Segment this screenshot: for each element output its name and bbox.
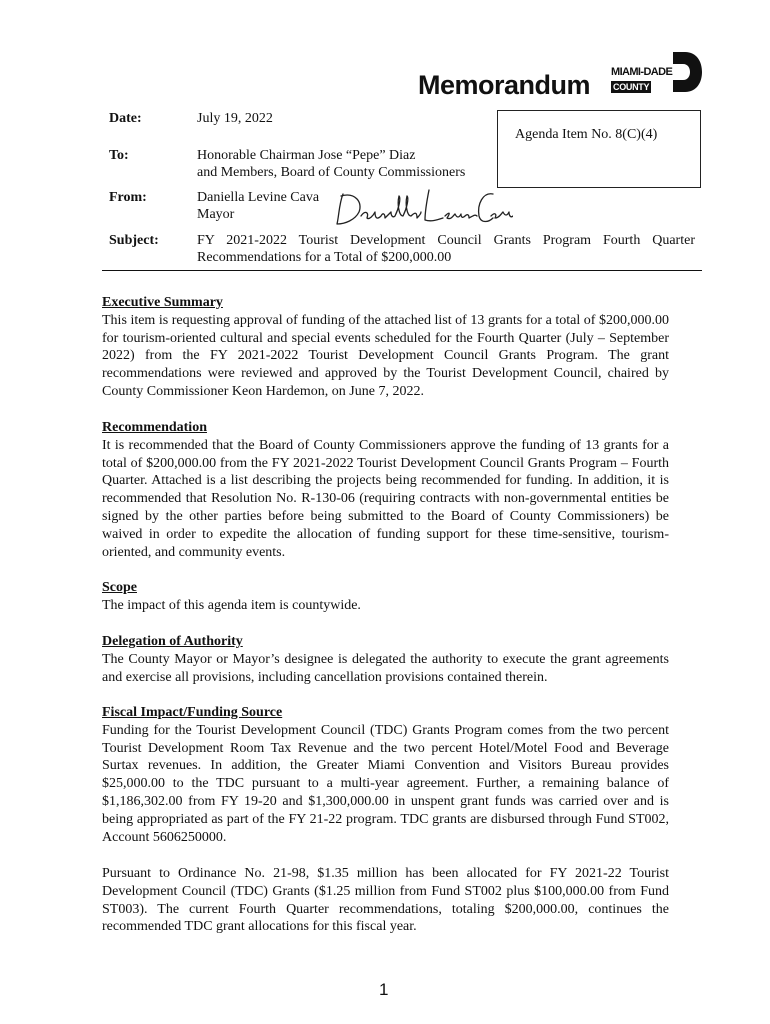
agenda-item-number: Agenda Item No. 8(C)(4): [515, 127, 658, 142]
logo-text-line1: MIAMI-DADE: [611, 66, 673, 78]
recommendation-heading: Recommendation: [102, 420, 207, 435]
memo-title: Memorandum: [418, 70, 591, 100]
date-value: July 19, 2022: [197, 111, 273, 126]
fiscal-impact-heading: Fiscal Impact/Funding Source: [102, 705, 283, 720]
mayor-signature: [333, 186, 513, 232]
recommendation-text: It is recommended that the Board of County Commissioners approve the funding of 13 grants for a total of $200,000.00 from the FY 2021-2022 Tourist Development Council Grants Program – Fourth Quarter. Attached is a list describing the projects being recommended for funding. In addition, it is recommended that Resolution No. R-130-06 (requiring contracts with non-governmental entities be signed by the other parties before being submitted to the Board of County Commissioners) be waived in order to expedite the allocation of funding support for these time-sensitive, tourism-oriented, and community events.: [102, 437, 669, 560]
section-fiscal-impact: [102, 704, 669, 846]
logo-text-line2: COUNTY: [613, 82, 650, 92]
from-sender-title: Mayor: [197, 207, 235, 222]
fiscal-impact-text: Funding for the Tourist Development Council (TDC) Grants Program comes from the two percent Tourist Development Room Tax Revenue and the two percent Hotel/Motel Food and Beverage Surtax revenues. In addition, the Greater Miami Convention and Visitors Bureau provides $25,000.00 to the TDC pursuant to a multi-year agreement. Further, a remaining balance of $1,186,302.00 from FY 19-20 and $1,300,000.00 in unspent grant funds was carried over and is being appropriated as part of the FY 21-22 program. TDC grants are disbursed through Fund ST002, Account 5606250000.: [102, 722, 669, 845]
county-logo: [609, 50, 703, 98]
scope-text: The impact of this agenda item is countywide.: [102, 597, 361, 613]
to-label: To:: [109, 148, 129, 163]
from-label: From:: [109, 190, 147, 205]
subject-value: FY 2021-2022 Tourist Development Council Grants Program Fourth Quarter Recommendations for a Total of $200,000.00: [197, 233, 695, 265]
scope-heading: Scope: [102, 580, 137, 595]
section-scope: [102, 579, 669, 615]
executive-summary-heading: Executive Summary: [102, 295, 223, 310]
section-fiscal-impact-continued: [102, 865, 669, 936]
to-value: [197, 147, 465, 181]
to-recipient-line1: Honorable Chairman Jose “Pepe” Diaz: [197, 148, 416, 163]
to-recipient-line2: and Members, Board of County Commissioners: [197, 165, 466, 180]
fiscal-impact-text-2: Pursuant to Ordinance No. 21-98, $1.35 million has been allocated for FY 2021-22 Tourist Development Council (TDC) Grants ($1.25 million from Fund ST002 plus $100,000.00 from Fund ST003). The current Fourth Quarter recommendations, totaling $200,000.00, continues the recommended TDC grant allocations for this fiscal year.: [102, 866, 669, 935]
executive-summary-text: This item is requesting approval of funding of the attached list of 13 grants for a total of $200,000.00 for tourism-oriented cultural and special events scheduled for the Fourth Quarter (July – September 2022) from the FY 2021-2022 Tourist Development Council Grants Program. The grant recommendations were reviewed and approved by the Tourist Development Council, chaired by County Commissioner Keon Hardemon, on June 7, 2022.: [102, 312, 669, 399]
section-delegation: [102, 633, 669, 686]
date-label: Date:: [109, 111, 142, 126]
agenda-item-box: [497, 110, 701, 188]
page-number: 1: [379, 980, 389, 999]
from-sender-name: Daniella Levine Cava: [197, 190, 320, 205]
header-divider: [102, 270, 702, 271]
delegation-text: The County Mayor or Mayor’s designee is delegated the authority to execute the grant agreements and exercise all provisions, including cancellation provisions contained therein.: [102, 651, 669, 685]
section-executive-summary: [102, 294, 669, 401]
section-recommendation: [102, 419, 669, 561]
from-value: [197, 189, 319, 223]
subject-label: Subject:: [109, 233, 159, 248]
county-logo-mark-icon: [671, 50, 703, 94]
delegation-heading: Delegation of Authority: [102, 634, 243, 649]
